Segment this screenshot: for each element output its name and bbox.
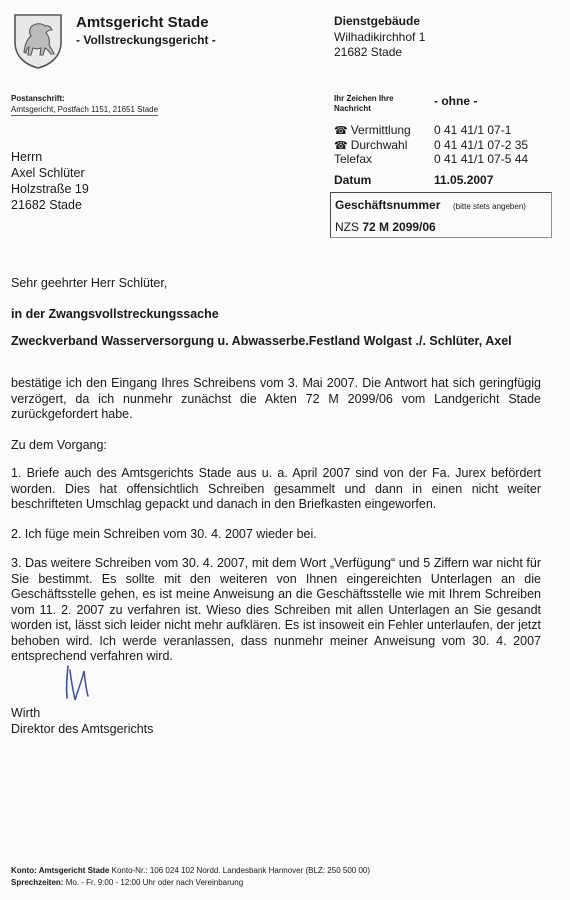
contact-label: Vermittlung — [350, 123, 411, 137]
case-number-label: Geschäftsnummer — [335, 198, 441, 212]
phone-icon: ☎ — [334, 140, 348, 152]
letter-salutation: Sehr geehrter Herr Schlüter, — [11, 276, 168, 290]
recipient-city: 21682 Stade — [11, 198, 82, 212]
footer-hours-text: Mo. - Fr. 9:00 - 12:00 Uhr oder nach Vereinbarung — [65, 878, 244, 887]
handwritten-signature — [60, 662, 100, 706]
reference-value: - ohne - — [434, 94, 478, 108]
contact-row-direct — [334, 138, 554, 152]
coat-of-arms-logo — [12, 12, 64, 70]
case-number-box — [330, 192, 552, 238]
contact-label: Durchwahl — [350, 138, 408, 152]
signer-name: Wirth — [11, 706, 41, 720]
matter-parties: Zweckverband Wasserversorgung u. Abwasserbe.Festland Wolgast ./. Schlüter, Axel — [11, 334, 512, 348]
matter-intro: in der Zwangsvollstreckungssache — [11, 307, 219, 321]
reference-label: Ihr Zeichen Ihre Nachricht — [334, 94, 394, 113]
postal-address-label: Postanschrift: — [11, 94, 65, 103]
court-subtitle: - Vollstreckungsgericht - — [76, 33, 216, 47]
paragraph-point-3: 3. Das weitere Schreiben vom 30. 4. 2007, mit dem Wort „Verfügung“ und 5 Ziffern war nicht für Sie bestimmt. Es sollte mit den weiteren von Ihnen eingereichten Unterlagen an die Geschäftsstelle gehen, es ist meine Anweisung an die Geschäftsstelle wie mit Ihrem Schreiben vom 11. 2. 2007 zu verfahren ist. Wieso dies Schreiben mit allen Unterlagen an Sie gesandt worden ist, lässt sich leider nicht mehr aufklären. Es ist insoweit ein Fehler unterlaufen, der jetzt behoben wird. Ich werde veranlassen, dass nunmehr meiner Anweisung vom 30. 4. 2007 entsprechend verfahren wird. — [11, 556, 541, 663]
case-number-note: (bitte stets angeben) — [453, 202, 526, 211]
footer-account — [11, 866, 370, 875]
contact-row-switchboard — [334, 123, 554, 137]
footer-hours — [11, 878, 243, 887]
contact-value: 0 41 41/1 07-5 44 — [434, 152, 529, 166]
footer-account-text: Konto-Nr.: 106 024 102 Nordd. Landesbank Hannover (BLZ: 250 500 00) — [111, 866, 371, 875]
contact-value: 0 41 41/1 07-2 35 — [434, 138, 529, 152]
building-street: Wilhadikirchhof 1 — [334, 30, 426, 44]
footer-hours-label: Sprechzeiten: — [11, 878, 64, 887]
date-label: Datum — [334, 173, 372, 187]
court-name: Amtsgericht Stade — [76, 14, 209, 31]
contact-value: 0 41 41/1 07-1 — [434, 123, 512, 137]
date-value: 11.05.2007 — [434, 173, 494, 187]
case-number: 72 M 2099/06 — [362, 220, 436, 234]
paragraph-point-2: 2. Ich füge mein Schreiben vom 30. 4. 2007 wieder bei. — [11, 527, 317, 541]
paragraph-heading: Zu dem Vorgang: — [11, 438, 107, 452]
postal-address: Amtsgericht, Postfach 1151, 21651 Stade — [11, 105, 159, 114]
case-number-prefix: NZS — [335, 220, 359, 234]
contact-row-fax — [334, 152, 554, 166]
paragraph-point-1: 1. Briefe auch des Amtsgerichts Stade aus u. a. April 2007 sind von der Fa. Jurex befördert worden. Dies hat offensichtlich Schreiben gesammelt und dann in einen nicht weiter beschrifteten Umschlag gepackt und danach in den Briefkasten eingeworfen. — [11, 466, 541, 511]
recipient-name: Axel Schlüter — [11, 166, 85, 180]
contact-label: Telefax — [334, 152, 373, 166]
building-city: 21682 Stade — [334, 45, 403, 59]
phone-icon: ☎ — [334, 125, 348, 137]
building-label: Dienstgebäude — [334, 14, 421, 28]
recipient-salutation: Herrn — [11, 150, 43, 164]
signer-title: Direktor des Amtsgerichts — [11, 722, 154, 736]
footer-account-label: Konto: Amtsgericht Stade — [11, 866, 110, 875]
case-number-value — [335, 220, 436, 234]
recipient-street: Holzstraße 19 — [11, 182, 89, 196]
paragraph-acknowledgement: bestätige ich den Eingang Ihres Schreibens vom 3. Mai 2007. Die Antwort hat sich geringfügig verzögert, da ich nunmehr zunächst die Akten 72 M 2099/06 vom Landgericht Stade zurückgefordert habe. — [11, 376, 541, 421]
